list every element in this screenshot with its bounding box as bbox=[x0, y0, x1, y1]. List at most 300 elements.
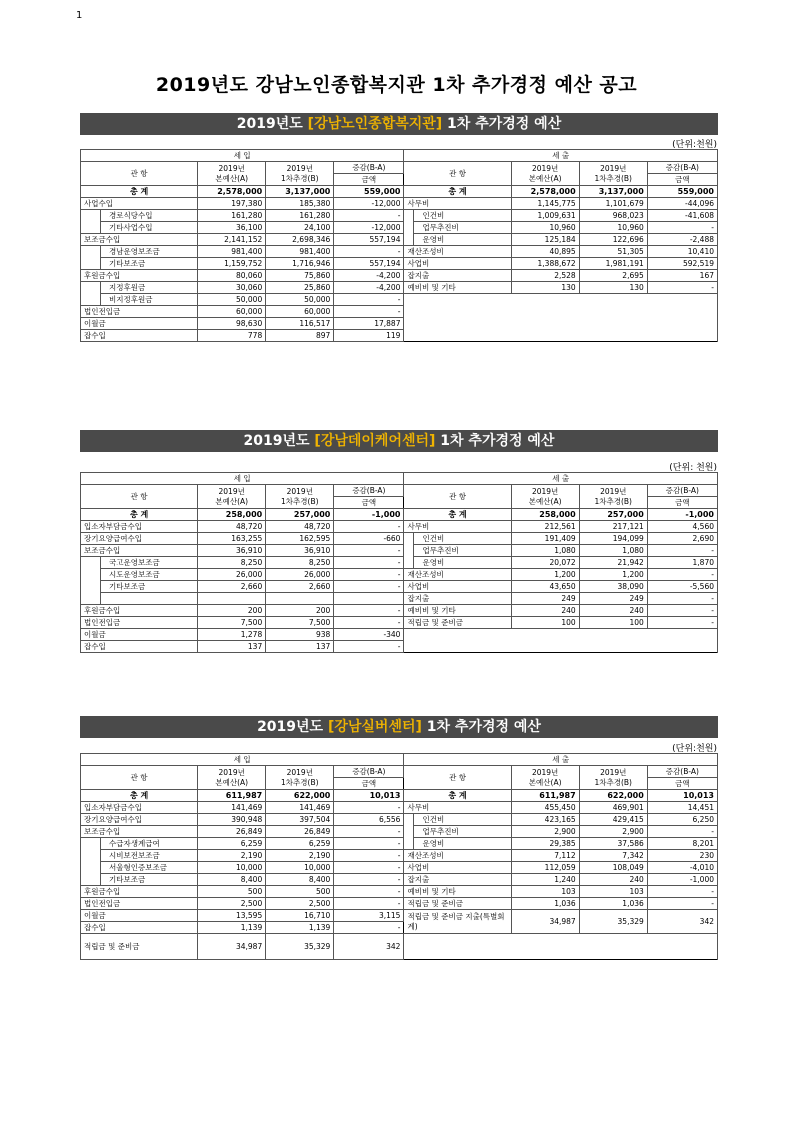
expense-budget-a: 249 bbox=[511, 593, 579, 605]
budget-table bbox=[80, 149, 718, 342]
expense-budget-b: 2,900 bbox=[579, 826, 647, 838]
section-title bbox=[80, 430, 718, 452]
indent-cell bbox=[404, 814, 414, 826]
income-budget-a: 778 bbox=[198, 330, 266, 342]
expense-header: 세 출 bbox=[404, 150, 718, 162]
income-budget-b: 2,190 bbox=[266, 850, 334, 862]
expense-empty bbox=[404, 629, 718, 641]
income-item: 국고운영보조금 bbox=[101, 557, 198, 569]
expense-empty bbox=[404, 318, 718, 330]
expense-diff: -44,096 bbox=[647, 198, 717, 210]
income-budget-b: 161,280 bbox=[266, 210, 334, 222]
col-b-header: 2019년 1차추경(B) bbox=[579, 766, 647, 790]
income-diff: - bbox=[334, 581, 404, 593]
expense-budget-b: 35,329 bbox=[579, 910, 647, 934]
gwanhang-header: 관 항 bbox=[404, 485, 511, 509]
income-budget-a: 2,660 bbox=[198, 581, 266, 593]
expense-item: 업무추진비 bbox=[414, 826, 511, 838]
expense-budget-b: 469,901 bbox=[579, 802, 647, 814]
income-diff bbox=[334, 593, 404, 605]
expense-budget-a: 20,072 bbox=[511, 557, 579, 569]
income-diff: 6,556 bbox=[334, 814, 404, 826]
expense-budget-b: 7,342 bbox=[579, 850, 647, 862]
income-budget-b: 137 bbox=[266, 641, 334, 653]
income-item: 시비보전보조금 bbox=[101, 850, 198, 862]
expense-budget-a: 1,240 bbox=[511, 874, 579, 886]
diff-sub-header: 금액 bbox=[334, 174, 404, 186]
income-header: 세 입 bbox=[81, 473, 404, 485]
income-budget-b: 938 bbox=[266, 629, 334, 641]
income-budget-a: 2,578,000 bbox=[198, 186, 266, 198]
expense-budget-b: 1,036 bbox=[579, 898, 647, 910]
income-item: 입소자부담금수입 bbox=[81, 521, 198, 533]
indent-cell bbox=[81, 838, 101, 850]
header-row bbox=[81, 473, 718, 485]
expense-item: 운영비 bbox=[414, 234, 511, 246]
income-header: 세 입 bbox=[81, 754, 404, 766]
expense-diff: - bbox=[647, 617, 717, 629]
income-diff: - bbox=[334, 886, 404, 898]
income-budget-a: 60,000 bbox=[198, 306, 266, 318]
expense-budget-a: 125,184 bbox=[511, 234, 579, 246]
expense-diff: - bbox=[647, 282, 717, 294]
expense-budget-b: 1,200 bbox=[579, 569, 647, 581]
expense-budget-a: 1,080 bbox=[511, 545, 579, 557]
expense-budget-b: 249 bbox=[579, 593, 647, 605]
income-budget-b: 24,100 bbox=[266, 222, 334, 234]
expense-diff: 10,410 bbox=[647, 246, 717, 258]
income-budget-a: 161,280 bbox=[198, 210, 266, 222]
expense-item: 적립금 및 준비금 bbox=[404, 617, 511, 629]
income-item: 기타보조금 bbox=[101, 874, 198, 886]
income-budget-b: 8,250 bbox=[266, 557, 334, 569]
income-budget-a: 137 bbox=[198, 641, 266, 653]
header-row bbox=[81, 150, 718, 162]
income-diff: 119 bbox=[334, 330, 404, 342]
expense-budget-b: 103 bbox=[579, 886, 647, 898]
income-diff: -660 bbox=[334, 533, 404, 545]
income-item: 기타보조금 bbox=[101, 258, 198, 270]
table-row bbox=[81, 581, 718, 593]
income-item: 지정후원금 bbox=[101, 282, 198, 294]
expense-budget-b: 240 bbox=[579, 874, 647, 886]
expense-diff: - bbox=[647, 605, 717, 617]
income-item: 보조금수입 bbox=[81, 234, 198, 246]
income-budget-a: 34,987 bbox=[198, 934, 266, 960]
income-diff: 342 bbox=[334, 934, 404, 960]
unit-label: (단위: 천원) bbox=[669, 463, 717, 473]
expense-budget-a: 1,009,631 bbox=[511, 210, 579, 222]
expense-item: 사업비 bbox=[404, 862, 511, 874]
income-diff: - bbox=[334, 802, 404, 814]
income-budget-b: 10,000 bbox=[266, 862, 334, 874]
income-budget-b: 16,710 bbox=[266, 910, 334, 922]
gwanhang-header: 관 항 bbox=[404, 766, 511, 790]
diff-header: 증감(B-A) bbox=[334, 766, 404, 778]
income-diff: - bbox=[334, 545, 404, 557]
section-title-pre: 2019년도 bbox=[257, 719, 328, 735]
income-budget-a: 48,720 bbox=[198, 521, 266, 533]
header-row bbox=[81, 162, 718, 174]
expense-budget-a: 43,650 bbox=[511, 581, 579, 593]
table-row bbox=[81, 318, 718, 330]
expense-budget-b: 429,415 bbox=[579, 814, 647, 826]
expense-budget-b: 38,090 bbox=[579, 581, 647, 593]
income-diff: 10,013 bbox=[334, 790, 404, 802]
income-diff: - bbox=[334, 306, 404, 318]
col-a-header: 2019년 본예산(A) bbox=[198, 485, 266, 509]
expense-budget-a: 2,578,000 bbox=[511, 186, 579, 198]
expense-budget-a: 423,165 bbox=[511, 814, 579, 826]
income-diff: 557,194 bbox=[334, 258, 404, 270]
indent-cell bbox=[81, 258, 101, 270]
income-budget-a: 163,255 bbox=[198, 533, 266, 545]
expense-budget-a: 10,960 bbox=[511, 222, 579, 234]
income-budget-a: 36,910 bbox=[198, 545, 266, 557]
income-item: 경남운영보조금 bbox=[101, 246, 198, 258]
expense-diff: 592,519 bbox=[647, 258, 717, 270]
income-item: 잡수입 bbox=[81, 641, 198, 653]
indent-cell bbox=[81, 282, 101, 294]
income-budget-b: 26,849 bbox=[266, 826, 334, 838]
income-budget-a: 50,000 bbox=[198, 294, 266, 306]
diff-sub-header: 금액 bbox=[334, 497, 404, 509]
indent-cell bbox=[404, 838, 414, 850]
expense-budget-b: 3,137,000 bbox=[579, 186, 647, 198]
expense-item: 예비비 및 기타 bbox=[404, 282, 511, 294]
expense-budget-a: 258,000 bbox=[511, 509, 579, 521]
expense-budget-a: 1,036 bbox=[511, 898, 579, 910]
indent-cell bbox=[81, 874, 101, 886]
income-item: 기타사업수입 bbox=[101, 222, 198, 234]
expense-budget-b: 100 bbox=[579, 617, 647, 629]
income-item: 잡수입 bbox=[81, 330, 198, 342]
col-b-header: 2019년 1차추경(B) bbox=[579, 485, 647, 509]
expense-diff: - bbox=[647, 593, 717, 605]
indent-cell bbox=[81, 210, 101, 222]
expense-budget-a: 29,385 bbox=[511, 838, 579, 850]
income-budget-b: 2,500 bbox=[266, 898, 334, 910]
expense-budget-b: 257,000 bbox=[579, 509, 647, 521]
income-budget-a: 611,987 bbox=[198, 790, 266, 802]
income-budget-a: 80,060 bbox=[198, 270, 266, 282]
income-item: 잡수입 bbox=[81, 922, 198, 934]
expense-item: 예비비 및 기타 bbox=[404, 886, 511, 898]
income-budget-b: 1,139 bbox=[266, 922, 334, 934]
income-budget-b: 200 bbox=[266, 605, 334, 617]
section-title-highlight: [강남실버센터] bbox=[327, 719, 422, 735]
expense-diff: 167 bbox=[647, 270, 717, 282]
diff-header: 증감(B-A) bbox=[647, 766, 717, 778]
income-item: 후원금수입 bbox=[81, 605, 198, 617]
income-budget-a: 390,948 bbox=[198, 814, 266, 826]
table-row bbox=[81, 234, 718, 246]
table-row bbox=[81, 569, 718, 581]
expense-empty bbox=[404, 934, 718, 960]
income-item: 총 계 bbox=[81, 186, 198, 198]
gwanhang-header: 관 항 bbox=[81, 485, 198, 509]
col-b-header: 2019년 1차추경(B) bbox=[266, 766, 334, 790]
expense-budget-a: 40,895 bbox=[511, 246, 579, 258]
expense-item: 업무추진비 bbox=[414, 545, 511, 557]
income-budget-a: 8,250 bbox=[198, 557, 266, 569]
header-row bbox=[81, 485, 718, 497]
expense-diff: - bbox=[647, 826, 717, 838]
total-row bbox=[81, 186, 718, 198]
expense-budget-b: 240 bbox=[579, 605, 647, 617]
budget-table bbox=[80, 753, 718, 960]
expense-budget-a: 191,409 bbox=[511, 533, 579, 545]
expense-diff: 8,201 bbox=[647, 838, 717, 850]
income-budget-b: 1,716,946 bbox=[266, 258, 334, 270]
diff-sub-header: 금액 bbox=[647, 778, 717, 790]
income-budget-a: 141,469 bbox=[198, 802, 266, 814]
income-budget-a: 500 bbox=[198, 886, 266, 898]
section-title-post: 1차 추가경정 예산 bbox=[442, 116, 562, 132]
income-budget-b: 26,000 bbox=[266, 569, 334, 581]
income-budget-b: 6,259 bbox=[266, 838, 334, 850]
expense-diff: -1,000 bbox=[647, 509, 717, 521]
income-diff: - bbox=[334, 922, 404, 934]
income-item: 수급자생계급여 bbox=[101, 838, 198, 850]
expense-budget-b: 122,696 bbox=[579, 234, 647, 246]
expense-diff: - bbox=[647, 569, 717, 581]
indent-cell bbox=[81, 246, 101, 258]
income-budget-a: 1,278 bbox=[198, 629, 266, 641]
income-item: 경로식당수입 bbox=[101, 210, 198, 222]
income-diff: - bbox=[334, 850, 404, 862]
income-diff: -4,200 bbox=[334, 270, 404, 282]
income-budget-b: 141,469 bbox=[266, 802, 334, 814]
diff-header: 증감(B-A) bbox=[334, 485, 404, 497]
expense-diff: 10,013 bbox=[647, 790, 717, 802]
expense-diff: 4,560 bbox=[647, 521, 717, 533]
income-item: 법인전입금 bbox=[81, 617, 198, 629]
expense-diff: -5,560 bbox=[647, 581, 717, 593]
budget-table bbox=[80, 472, 718, 653]
table-row bbox=[81, 294, 718, 306]
indent-cell bbox=[81, 850, 101, 862]
income-budget-a: 10,000 bbox=[198, 862, 266, 874]
page-title: 2019년도 강남노인종합복지관 1차 추가경정 예산 공고 bbox=[155, 74, 638, 96]
expense-budget-a: 611,987 bbox=[511, 790, 579, 802]
expense-budget-b: 10,960 bbox=[579, 222, 647, 234]
indent-cell bbox=[404, 533, 414, 545]
table-row bbox=[81, 898, 718, 910]
section-title-highlight: [강남데이케어센터] bbox=[314, 433, 436, 449]
indent-cell bbox=[81, 593, 101, 605]
income-budget-a: 6,259 bbox=[198, 838, 266, 850]
income-budget-b: 25,860 bbox=[266, 282, 334, 294]
income-budget-a bbox=[198, 593, 266, 605]
table-row bbox=[81, 545, 718, 557]
table-row bbox=[81, 910, 718, 922]
expense-item: 총 계 bbox=[404, 186, 511, 198]
income-budget-b: 48,720 bbox=[266, 521, 334, 533]
diff-sub-header: 금액 bbox=[647, 174, 717, 186]
income-budget-b: 3,137,000 bbox=[266, 186, 334, 198]
expense-budget-b: 622,000 bbox=[579, 790, 647, 802]
expense-budget-a: 112,059 bbox=[511, 862, 579, 874]
expense-diff: 1,870 bbox=[647, 557, 717, 569]
income-budget-a: 26,849 bbox=[198, 826, 266, 838]
unit-label: (단위:천원) bbox=[672, 140, 717, 150]
income-diff: -1,000 bbox=[334, 509, 404, 521]
expense-diff: 559,000 bbox=[647, 186, 717, 198]
income-budget-a: 1,139 bbox=[198, 922, 266, 934]
income-item: 후원금수입 bbox=[81, 886, 198, 898]
income-diff: -4,200 bbox=[334, 282, 404, 294]
indent-cell bbox=[404, 234, 414, 246]
expense-empty bbox=[404, 330, 718, 342]
expense-diff: - bbox=[647, 898, 717, 910]
income-budget-a: 2,500 bbox=[198, 898, 266, 910]
table-row bbox=[81, 814, 718, 826]
income-budget-a: 7,500 bbox=[198, 617, 266, 629]
income-budget-b: 8,400 bbox=[266, 874, 334, 886]
expense-item: 재산조성비 bbox=[404, 569, 511, 581]
expense-empty bbox=[404, 306, 718, 318]
income-diff: - bbox=[334, 874, 404, 886]
col-a-header: 2019년 본예산(A) bbox=[198, 766, 266, 790]
indent-cell bbox=[404, 826, 414, 838]
expense-budget-a: 455,450 bbox=[511, 802, 579, 814]
table-row bbox=[81, 629, 718, 641]
expense-item: 인건비 bbox=[414, 210, 511, 222]
indent-cell bbox=[81, 862, 101, 874]
diff-header: 증감(B-A) bbox=[647, 162, 717, 174]
expense-diff: -1,000 bbox=[647, 874, 717, 886]
section-title-pre: 2019년도 bbox=[236, 116, 308, 132]
diff-sub-header: 금액 bbox=[647, 497, 717, 509]
income-budget-a: 258,000 bbox=[198, 509, 266, 521]
indent-cell bbox=[404, 210, 414, 222]
income-budget-a: 197,380 bbox=[198, 198, 266, 210]
income-item: 총 계 bbox=[81, 509, 198, 521]
expense-item: 적립금 및 준비금 지출(특별회계) bbox=[404, 910, 511, 934]
expense-budget-a: 100 bbox=[511, 617, 579, 629]
expense-item: 예비비 및 기타 bbox=[404, 605, 511, 617]
income-diff: 17,887 bbox=[334, 318, 404, 330]
income-budget-a: 1,159,752 bbox=[198, 258, 266, 270]
expense-budget-a: 103 bbox=[511, 886, 579, 898]
expense-budget-b: 37,586 bbox=[579, 838, 647, 850]
income-item: 이월금 bbox=[81, 910, 198, 922]
income-item: 적립금 및 준비금 bbox=[81, 934, 198, 960]
income-budget-b: 7,500 bbox=[266, 617, 334, 629]
expense-budget-a: 240 bbox=[511, 605, 579, 617]
expense-diff: -41,608 bbox=[647, 210, 717, 222]
col-b-header: 2019년 1차추경(B) bbox=[579, 162, 647, 186]
income-diff: - bbox=[334, 210, 404, 222]
expense-diff: -2,488 bbox=[647, 234, 717, 246]
col-a-header: 2019년 본예산(A) bbox=[198, 162, 266, 186]
income-budget-a: 30,060 bbox=[198, 282, 266, 294]
expense-item: 사무비 bbox=[404, 521, 511, 533]
expense-budget-a: 1,145,775 bbox=[511, 198, 579, 210]
income-budget-b: 185,380 bbox=[266, 198, 334, 210]
expense-item: 운영비 bbox=[414, 838, 511, 850]
income-diff: - bbox=[334, 246, 404, 258]
income-diff: - bbox=[334, 294, 404, 306]
income-budget-a: 8,400 bbox=[198, 874, 266, 886]
expense-budget-b: 1,080 bbox=[579, 545, 647, 557]
income-budget-b: 75,860 bbox=[266, 270, 334, 282]
income-item: 총 계 bbox=[81, 790, 198, 802]
table-row bbox=[81, 210, 718, 222]
table-row bbox=[81, 874, 718, 886]
table-row bbox=[81, 605, 718, 617]
expense-diff: 2,690 bbox=[647, 533, 717, 545]
income-diff: -340 bbox=[334, 629, 404, 641]
income-budget-a: 36,100 bbox=[198, 222, 266, 234]
expense-budget-a: 2,900 bbox=[511, 826, 579, 838]
income-item: 이월금 bbox=[81, 318, 198, 330]
section-title bbox=[80, 716, 718, 738]
income-diff: - bbox=[334, 898, 404, 910]
income-diff: 3,115 bbox=[334, 910, 404, 922]
expense-budget-a: 1,388,672 bbox=[511, 258, 579, 270]
expense-empty bbox=[404, 641, 718, 653]
expense-budget-b: 1,981,191 bbox=[579, 258, 647, 270]
income-budget-b: 2,660 bbox=[266, 581, 334, 593]
expense-budget-b: 217,121 bbox=[579, 521, 647, 533]
header-row bbox=[81, 766, 718, 778]
expense-item: 재산조성비 bbox=[404, 850, 511, 862]
income-item: 입소자부담금수입 bbox=[81, 802, 198, 814]
income-item: 후원금수입 bbox=[81, 270, 198, 282]
income-item: 비지정후원금 bbox=[101, 294, 198, 306]
income-budget-b: 897 bbox=[266, 330, 334, 342]
income-budget-b: 50,000 bbox=[266, 294, 334, 306]
income-diff: - bbox=[334, 838, 404, 850]
page-number: 1 bbox=[76, 10, 83, 21]
section-title bbox=[80, 113, 718, 135]
table-row bbox=[81, 222, 718, 234]
col-a-header: 2019년 본예산(A) bbox=[511, 485, 579, 509]
income-diff: - bbox=[334, 617, 404, 629]
expense-item: 재산조성비 bbox=[404, 246, 511, 258]
income-diff: 557,194 bbox=[334, 234, 404, 246]
income-budget-b: 35,329 bbox=[266, 934, 334, 960]
expense-item: 인건비 bbox=[414, 533, 511, 545]
expense-budget-a: 34,987 bbox=[511, 910, 579, 934]
table-row bbox=[81, 802, 718, 814]
table-row bbox=[81, 521, 718, 533]
expense-header: 세 출 bbox=[404, 754, 718, 766]
income-diff: 559,000 bbox=[334, 186, 404, 198]
expense-budget-b: 130 bbox=[579, 282, 647, 294]
expense-diff: - bbox=[647, 886, 717, 898]
col-a-header: 2019년 본예산(A) bbox=[511, 766, 579, 790]
income-diff: - bbox=[334, 826, 404, 838]
expense-item: 사업비 bbox=[404, 258, 511, 270]
income-budget-a: 200 bbox=[198, 605, 266, 617]
income-budget-b bbox=[266, 593, 334, 605]
expense-item: 총 계 bbox=[404, 790, 511, 802]
income-diff: - bbox=[334, 557, 404, 569]
table-row bbox=[81, 593, 718, 605]
table-row bbox=[81, 850, 718, 862]
expense-item: 운영비 bbox=[414, 557, 511, 569]
expense-item: 사무비 bbox=[404, 198, 511, 210]
income-item: 이월금 bbox=[81, 629, 198, 641]
section-title-post: 1차 추가경정 예산 bbox=[435, 433, 555, 449]
income-diff: - bbox=[334, 862, 404, 874]
expense-budget-b: 968,023 bbox=[579, 210, 647, 222]
income-budget-a: 13,595 bbox=[198, 910, 266, 922]
expense-diff: 14,451 bbox=[647, 802, 717, 814]
